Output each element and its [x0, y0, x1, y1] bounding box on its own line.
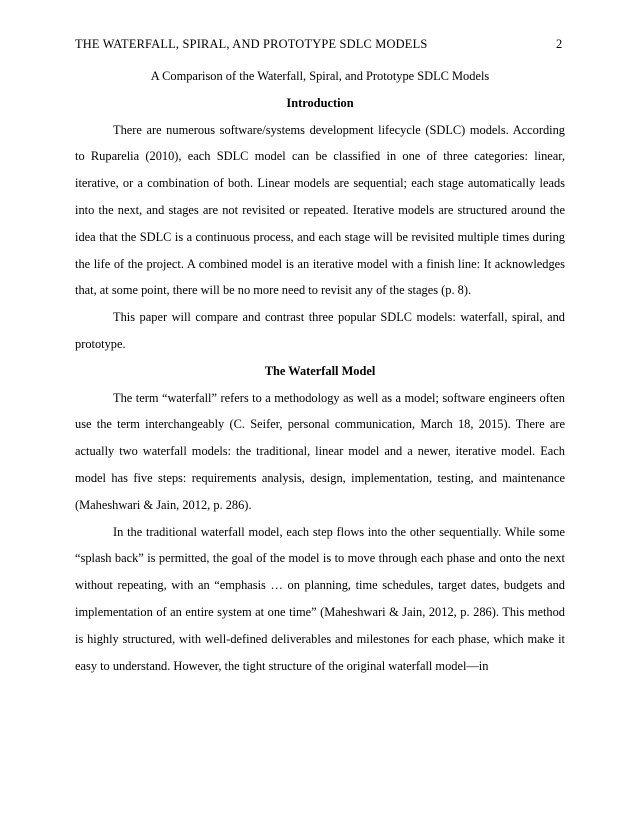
- paragraph: The term “waterfall” refers to a methodology as well as a model; software engineers often use the term interchangeably (C. Seifer, personal communication, March 18, 2015). There are actually two waterfall models: the traditional, linear model and a newer, iterative model. Each model has five steps: requirements analysis, design, implementation, testing, and maintenance (Maheshwari & Jain, 2012, p. 286).: [75, 390, 565, 512]
- running-head: THE WATERFALL, SPIRAL, AND PROTOTYPE SDLC MODELS: [75, 37, 428, 51]
- paragraph: This paper will compare and contrast three popular SDLC models: waterfall, spiral, and prototype.: [75, 310, 565, 351]
- section-heading-waterfall-model: The Waterfall Model: [264, 363, 376, 378]
- paragraph: In the traditional waterfall model, each step flows into the other sequentially. While some “splash back” is permitted, the goal of the model is to move through each phase and onto the next without repeating, with an “emphasis … on planning, time schedules, target dates, budgets and implementation of an entire system at one time” (Maheshwari & Jain, 2012, p. 286). This method is highly structured, with well-defined deliverables and milestones for each phase, which make it easy to understand. However, the tight structure of the original waterfall model—in: [75, 524, 565, 673]
- page-number: 2: [556, 37, 563, 51]
- document-body: [75, 63, 565, 679]
- paragraph: There are numerous software/systems development lifecycle (SDLC) models. According to Ruparelia (2010), each SDLC model can be classified in one of three categories: linear, iterative, or a combination of both. Linear models are sequential; each stage automatically leads into the next, and stages are not revisited or repeated. Iterative models are structured around the idea that the SDLC is a continuous process, and each stage will be revisited multiple times during the life of the project. A combined model is an iterative model with a finish line: It acknowledges that, at some point, there will be no more need to revisit any of the stages (p. 8).: [75, 122, 565, 298]
- paper-title: A Comparison of the Waterfall, Spiral, and Prototype SDLC Models: [150, 69, 490, 83]
- section-heading-introduction: Introduction: [286, 95, 354, 110]
